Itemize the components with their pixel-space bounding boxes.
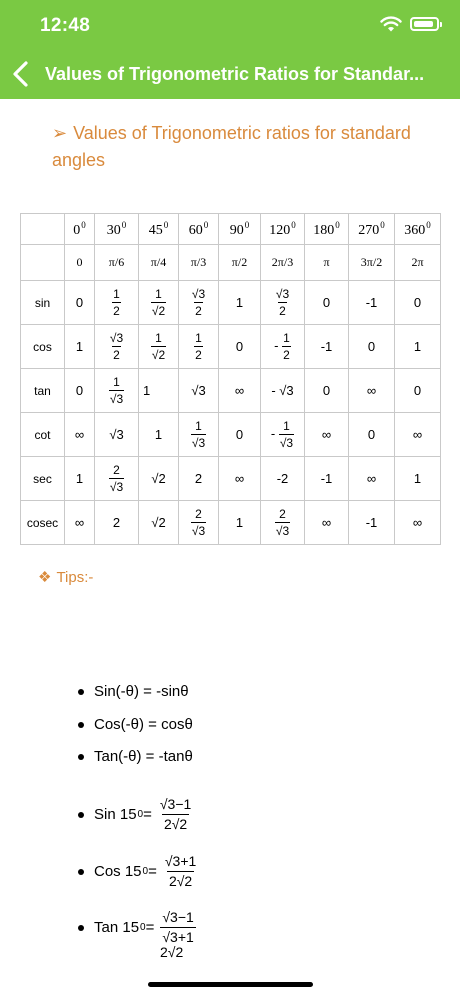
home-indicator[interactable] bbox=[148, 982, 313, 987]
cell-prefix: - bbox=[270, 425, 279, 441]
cell-value: ∞ bbox=[412, 427, 423, 442]
formula-lhs: Cos 15 bbox=[94, 863, 142, 880]
denominator: 2√2 bbox=[168, 873, 193, 889]
cell-value: -1 bbox=[365, 295, 378, 310]
table-cell bbox=[179, 325, 219, 369]
fraction bbox=[279, 419, 294, 450]
cell-value: 1 bbox=[413, 471, 422, 486]
table-cell bbox=[139, 369, 179, 413]
cell-value: ∞ bbox=[321, 515, 332, 530]
degree-value: 90 bbox=[229, 222, 244, 238]
denominator: √2 bbox=[151, 304, 166, 318]
formula-item bbox=[78, 853, 198, 890]
cell-value: √3 bbox=[109, 427, 124, 442]
table-cell bbox=[395, 501, 441, 545]
formula-fraction bbox=[163, 853, 198, 890]
table-cell bbox=[179, 281, 219, 325]
app-header bbox=[0, 0, 460, 99]
row-label-cot: cot bbox=[21, 413, 65, 457]
table-cell bbox=[139, 457, 179, 501]
cell-value: 0 bbox=[367, 339, 376, 354]
degree-value: 270 bbox=[358, 222, 380, 238]
denominator: √3 bbox=[275, 524, 290, 538]
radian-value: π/6 bbox=[108, 255, 125, 269]
table-cell bbox=[95, 281, 139, 325]
degree-symbol: 0 bbox=[203, 219, 209, 230]
table-cell bbox=[305, 281, 349, 325]
table-cell bbox=[219, 457, 261, 501]
table-cell bbox=[95, 413, 139, 457]
table-cell bbox=[139, 413, 179, 457]
cell-value: 1 bbox=[235, 515, 244, 530]
table-cell bbox=[261, 325, 305, 369]
table-cell bbox=[305, 501, 349, 545]
cell-value: 1 bbox=[143, 383, 151, 398]
numerator: √3+1 bbox=[164, 853, 197, 869]
degree-value: 0 bbox=[73, 222, 81, 238]
denominator: 2√2 bbox=[163, 816, 188, 832]
table-row-cot bbox=[21, 413, 441, 457]
cell-value: ∞ bbox=[74, 515, 85, 530]
cell-value: 0 bbox=[413, 383, 422, 398]
header-degree-cell bbox=[261, 214, 305, 245]
fraction bbox=[109, 375, 124, 406]
radian-value: 3π/2 bbox=[360, 255, 383, 269]
denominator: 2 bbox=[113, 304, 120, 318]
numerator: 1 bbox=[113, 287, 120, 301]
header-degree-cell bbox=[179, 214, 219, 245]
cell-value: ∞ bbox=[366, 383, 377, 398]
table-row-sin bbox=[21, 281, 441, 325]
formula-item bbox=[78, 748, 193, 765]
degree-symbol: 0 bbox=[142, 866, 149, 877]
degree-symbol: 0 bbox=[137, 809, 144, 820]
fraction bbox=[151, 331, 166, 362]
numerator: 1 bbox=[195, 331, 202, 345]
table-cell bbox=[395, 413, 441, 457]
numerator: 1 bbox=[155, 287, 162, 301]
header-radian-cell bbox=[261, 245, 305, 281]
table-cell bbox=[95, 369, 139, 413]
cell-value: -1 bbox=[320, 471, 333, 486]
table-cell bbox=[349, 413, 395, 457]
table-header-degrees bbox=[21, 214, 441, 245]
denominator: √3 bbox=[109, 392, 124, 406]
numerator: 2 bbox=[279, 507, 286, 521]
radian-value: π bbox=[323, 255, 330, 269]
table-cell bbox=[219, 281, 261, 325]
numerator: 1 bbox=[195, 419, 202, 433]
cell-value: -2 bbox=[276, 471, 289, 486]
degree-symbol: 0 bbox=[121, 219, 127, 230]
degree-value: 360 bbox=[404, 222, 426, 238]
denominator: √3+1 bbox=[162, 929, 194, 945]
table-cell bbox=[179, 457, 219, 501]
row-label-sin: sin bbox=[21, 281, 65, 325]
radian-value: π/4 bbox=[150, 255, 167, 269]
header-radian-cell bbox=[179, 245, 219, 281]
numerator: 1 bbox=[283, 419, 290, 433]
radian-value: 2π/3 bbox=[271, 255, 294, 269]
numerator: √3 bbox=[109, 331, 124, 345]
header-radian-cell bbox=[349, 245, 395, 281]
formula-equals: = bbox=[143, 806, 152, 823]
table-cell bbox=[65, 369, 95, 413]
fraction bbox=[275, 507, 290, 538]
tips-title: Tips:- bbox=[56, 569, 94, 586]
table-cell bbox=[349, 501, 395, 545]
degree-symbol: 0 bbox=[163, 219, 169, 230]
table-cell bbox=[219, 413, 261, 457]
table-cell bbox=[65, 325, 95, 369]
header-radian-cell bbox=[305, 245, 349, 281]
cell-value: √2 bbox=[151, 515, 166, 530]
fraction bbox=[191, 507, 206, 538]
row-label-cos: cos bbox=[21, 325, 65, 369]
table-cell bbox=[261, 457, 305, 501]
cell-value: 1 bbox=[154, 427, 163, 442]
cell-value: 1 bbox=[413, 339, 422, 354]
degree-value: 45 bbox=[148, 222, 163, 238]
denominator: √2 bbox=[151, 348, 166, 362]
table-header-radians bbox=[21, 245, 441, 281]
degree-value: 120 bbox=[269, 222, 291, 238]
denominator: 2 bbox=[195, 348, 202, 362]
cell-value: 2 bbox=[112, 515, 121, 530]
cell-value: 1 bbox=[235, 295, 244, 310]
section-heading-text: Values of Trigonometric ratios for standard angles bbox=[52, 123, 411, 170]
fraction bbox=[194, 331, 203, 362]
table-row-tan bbox=[21, 369, 441, 413]
header-degree-cell bbox=[395, 214, 441, 245]
header-radian-cell bbox=[65, 245, 95, 281]
cell-value: ∞ bbox=[412, 515, 423, 530]
table-cell bbox=[139, 325, 179, 369]
radian-value: 0 bbox=[76, 255, 83, 269]
cell-value: ∞ bbox=[321, 427, 332, 442]
numerator: 1 bbox=[155, 331, 162, 345]
table-cell bbox=[179, 369, 219, 413]
cell-value: -1 bbox=[365, 515, 378, 530]
table-row-cosec bbox=[21, 501, 441, 545]
numerator: 1 bbox=[283, 331, 290, 345]
degree-value: 180 bbox=[313, 222, 335, 238]
trig-values-table bbox=[20, 213, 441, 545]
table-row-sec bbox=[21, 457, 441, 501]
degree-symbol: 0 bbox=[380, 219, 385, 230]
table-cell bbox=[95, 325, 139, 369]
formula-lhs: Sin 15 bbox=[94, 806, 137, 823]
denominator: √3 bbox=[191, 436, 206, 450]
header-radian-cell bbox=[219, 245, 261, 281]
fraction bbox=[109, 331, 124, 362]
header-degree-cell bbox=[95, 214, 139, 245]
formula-item bbox=[78, 716, 193, 733]
table-cell bbox=[305, 413, 349, 457]
table-corner-cell bbox=[21, 245, 65, 281]
table-cell bbox=[65, 501, 95, 545]
fraction bbox=[109, 463, 124, 494]
degree-value: 30 bbox=[106, 222, 121, 238]
cell-value: ∞ bbox=[234, 471, 245, 486]
denominator: 2 bbox=[283, 348, 290, 362]
table-cell bbox=[95, 457, 139, 501]
table-cell bbox=[65, 281, 95, 325]
cell-value: ∞ bbox=[366, 471, 377, 486]
cell-value: 0 bbox=[413, 295, 422, 310]
header-degree-cell bbox=[139, 214, 179, 245]
table-cell bbox=[261, 281, 305, 325]
table-corner-cell bbox=[21, 214, 65, 245]
table-cell bbox=[179, 501, 219, 545]
cell-value: 2 bbox=[194, 471, 203, 486]
degree-symbol: 0 bbox=[335, 219, 340, 230]
partial-formula: 2√2 bbox=[160, 944, 184, 960]
denominator: √3 bbox=[191, 524, 206, 538]
table-cell bbox=[219, 369, 261, 413]
table-cell bbox=[395, 325, 441, 369]
table-cell bbox=[219, 325, 261, 369]
denominator: 2 bbox=[279, 304, 286, 318]
fraction bbox=[191, 419, 206, 450]
denominator: 2 bbox=[195, 304, 202, 318]
denominator: √3 bbox=[279, 436, 294, 450]
formula-lhs: Tan 15 bbox=[94, 919, 140, 936]
numerator: √3 bbox=[275, 287, 290, 301]
table-cell bbox=[395, 457, 441, 501]
table-cell bbox=[179, 413, 219, 457]
fraction bbox=[282, 331, 291, 362]
cell-value: ∞ bbox=[234, 383, 245, 398]
table-cell bbox=[261, 369, 305, 413]
numerator: 1 bbox=[113, 375, 120, 389]
table-cell bbox=[95, 501, 139, 545]
row-label-sec: sec bbox=[21, 457, 65, 501]
cell-value: - √3 bbox=[271, 383, 294, 398]
cell-value: -1 bbox=[320, 339, 333, 354]
fraction bbox=[191, 287, 206, 318]
formula-item bbox=[78, 909, 196, 946]
table-cell bbox=[349, 325, 395, 369]
cell-value: 0 bbox=[235, 339, 244, 354]
radian-value: 2π bbox=[411, 255, 424, 269]
row-label-tan: tan bbox=[21, 369, 65, 413]
cell-value: 0 bbox=[367, 427, 376, 442]
degree-symbol: 0 bbox=[426, 219, 431, 230]
table-cell bbox=[65, 413, 95, 457]
formula-equals: = bbox=[148, 863, 157, 880]
formula-fraction bbox=[158, 796, 193, 833]
header-degree-cell bbox=[305, 214, 349, 245]
table-cell bbox=[139, 501, 179, 545]
table-cell bbox=[305, 457, 349, 501]
cell-value: 1 bbox=[75, 471, 84, 486]
radian-value: π/2 bbox=[231, 255, 248, 269]
bullet-dot-icon bbox=[78, 722, 84, 728]
bullet-dot-icon bbox=[78, 754, 84, 760]
table-row-cos bbox=[21, 325, 441, 369]
denominator: √3 bbox=[109, 480, 124, 494]
formula-equals: = bbox=[145, 919, 155, 936]
status-time: 12:48 bbox=[40, 15, 91, 36]
fraction bbox=[112, 287, 121, 318]
cell-value: 0 bbox=[322, 383, 331, 398]
table-cell bbox=[349, 281, 395, 325]
fraction bbox=[151, 287, 166, 318]
tips-heading bbox=[38, 568, 93, 586]
bullet-dot-icon bbox=[78, 689, 84, 695]
degree-symbol: 0 bbox=[81, 219, 86, 230]
table-cell bbox=[139, 281, 179, 325]
degree-symbol: 0 bbox=[140, 922, 146, 933]
degree-value: 60 bbox=[188, 222, 203, 238]
formula-text: Sin(-θ) = -sinθ bbox=[94, 683, 189, 700]
formula-text: Cos(-θ) = cosθ bbox=[94, 716, 193, 733]
nav-title: Values of Trigonometric Ratios for Standar... bbox=[45, 64, 425, 84]
table-cell bbox=[65, 457, 95, 501]
section-heading bbox=[52, 120, 432, 174]
table-cell bbox=[261, 413, 305, 457]
cell-value: √2 bbox=[151, 471, 166, 486]
cell-value: 0 bbox=[75, 383, 84, 398]
table-cell bbox=[395, 281, 441, 325]
denominator: 2 bbox=[113, 348, 120, 362]
numerator: √3−1 bbox=[162, 909, 194, 925]
header-radian-cell bbox=[95, 245, 139, 281]
formula-text: Tan(-θ) = -tanθ bbox=[94, 748, 193, 765]
header-degree-cell bbox=[349, 214, 395, 245]
formula-item bbox=[78, 796, 193, 833]
numerator: √3−1 bbox=[159, 796, 192, 812]
table-cell bbox=[349, 369, 395, 413]
cell-value: 0 bbox=[235, 427, 244, 442]
bullet-dot-icon bbox=[78, 869, 84, 875]
wifi-icon bbox=[380, 16, 402, 32]
table-cell bbox=[395, 369, 441, 413]
bullet-dot-icon bbox=[78, 812, 84, 818]
degree-symbol: 0 bbox=[291, 219, 296, 230]
back-arrow-icon[interactable] bbox=[10, 60, 32, 88]
cell-value: 0 bbox=[75, 295, 84, 310]
table-cell bbox=[305, 369, 349, 413]
radian-value: π/3 bbox=[190, 255, 207, 269]
formula-item bbox=[78, 683, 189, 700]
arrow-bullet-icon: ➢ bbox=[52, 123, 68, 143]
row-label-cosec: cosec bbox=[21, 501, 65, 545]
cell-prefix: - bbox=[274, 337, 283, 353]
cell-value: √3 bbox=[191, 383, 206, 398]
bullet-dot-icon bbox=[78, 925, 84, 931]
fraction bbox=[275, 287, 290, 318]
cell-value: 0 bbox=[322, 295, 331, 310]
numerator: 2 bbox=[195, 507, 202, 521]
battery-icon bbox=[410, 17, 439, 31]
cell-value: 1 bbox=[75, 339, 84, 354]
formula-fraction bbox=[160, 909, 195, 946]
header-degree-cell bbox=[65, 214, 95, 245]
header-radian-cell bbox=[395, 245, 441, 281]
degree-symbol: 0 bbox=[244, 219, 250, 230]
table-cell bbox=[349, 457, 395, 501]
numerator: 2 bbox=[113, 463, 120, 477]
cell-value: ∞ bbox=[74, 427, 85, 442]
header-degree-cell bbox=[219, 214, 261, 245]
table-cell bbox=[219, 501, 261, 545]
header-radian-cell bbox=[139, 245, 179, 281]
table-cell bbox=[261, 501, 305, 545]
diamond-bullet-icon: ❖ bbox=[38, 569, 52, 586]
numerator: √3 bbox=[191, 287, 206, 301]
table-cell bbox=[305, 325, 349, 369]
